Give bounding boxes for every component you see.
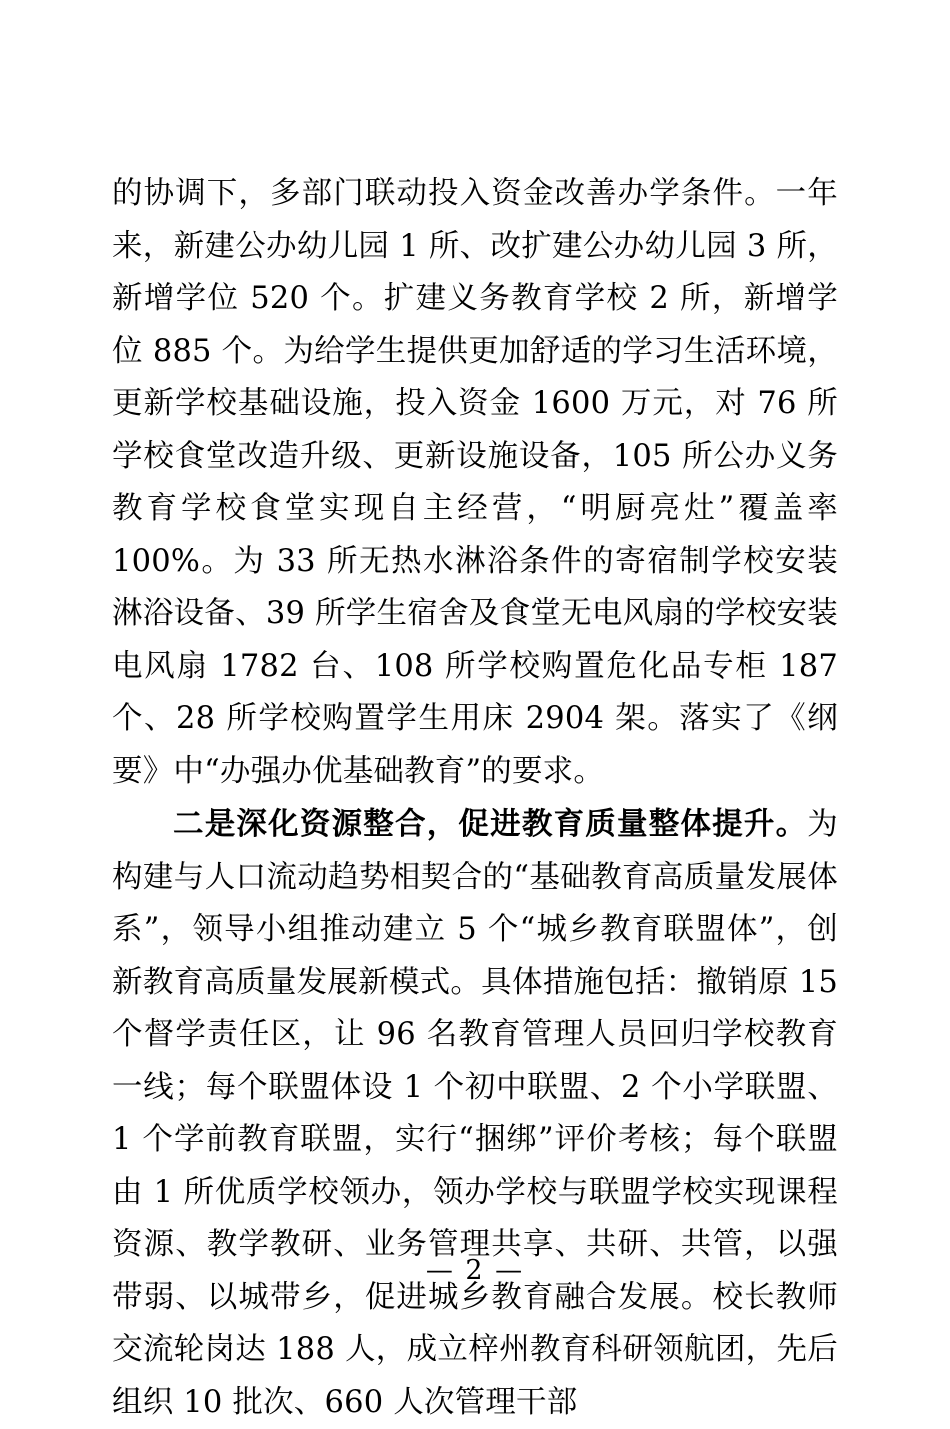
paragraph-1 xyxy=(112,168,838,798)
paragraph-1-run-1: 的协调下，多部门联动投入资金改善办学条件。一年来，新建公办幼儿园 1 所、改扩建公办幼儿园 3 所，新增学位 520 个。扩建义务教育学校 2 所，新增学位 885 个。为给学生提供更加舒适的学习生活环境，更新学校基础设施，投入资金 1600 万元，对 76 所学校食堂改造升级、更新设施设备，105 所公办义务教育学校食堂实现自主经营，“明厨亮灶”覆盖率 100%。为 33 所无热水淋浴条件的寄宿制学校安装淋浴设备、39 所学生宿舍及食堂无电风扇的学校安装电风扇 1782 台、108 所学校购置危化品专柜 187 个、28 所学校购置学生用床 2904 架。落实了《纲要》中“办强办优基础教育”的要求。 xyxy=(112,176,838,789)
page-footer xyxy=(0,1255,950,1286)
document-body xyxy=(112,168,838,1429)
paragraph-2 xyxy=(112,798,838,1429)
paragraph-2-body-run: 为构建与人口流动趋势相契合的“基础教育高质量发展体系”，领导小组推动建立 5 个“城乡教育联盟体”，创新教育高质量发展新模式。具体措施包括：撤销原 15 个督学责任区，让 96 名教育管理人员回归学校教育一线；每个联盟体设 1 个初中联盟、2 个小学联盟、1 个学前教育联盟，实行“捆绑”评价考核；每个联盟由 1 所优质学校领办，领办学校与联盟学校实现课程资源、教学教研、业务管理共享、共研、共管，以强带弱、以城带乡，促进城乡教育融合发展。校长教师交流轮岗达 188 人，成立梓州教育科研领航团，先后组织 10 批次、660 人次管理干部 xyxy=(112,807,838,1420)
page-number: — 2 — xyxy=(425,1255,525,1286)
paragraph-2-heading-run: 二是深化资源整合，促进教育质量整体提升。 xyxy=(173,806,808,842)
